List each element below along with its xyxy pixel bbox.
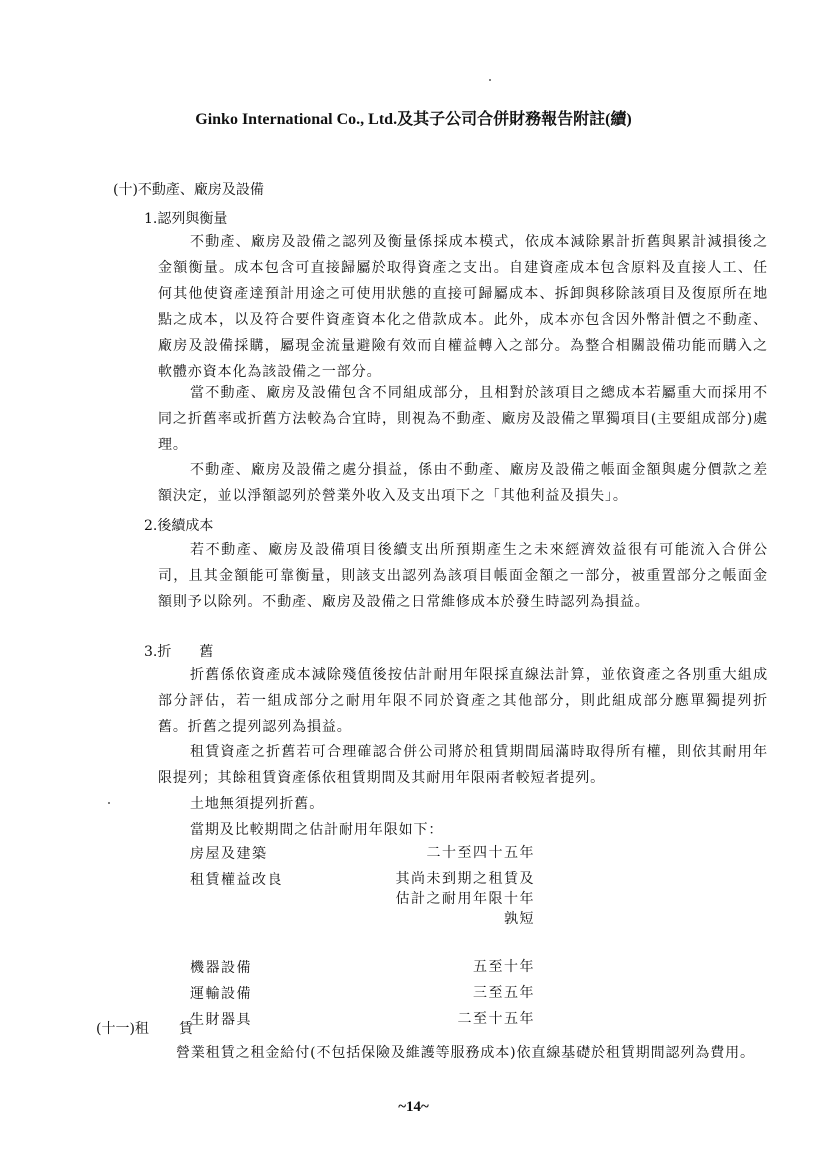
asset-category: 房屋及建築 <box>190 846 268 862</box>
section-11-heading <box>96 1018 193 1040</box>
section-11-heading-number: (十一)租 <box>96 1021 149 1037</box>
land-note: 土地無須提列折舊。 <box>190 796 325 812</box>
lease-paragraph: 營業租賃之租金給付(不包括保險及維護等服務成本)依直線基礎於租賃期間認列為費用。 <box>176 1045 755 1061</box>
scan-speck <box>108 802 110 804</box>
recognition-paragraph-1: 不動產、廠房及設備之認列及衡量係採成本模式，依成本減除累計折舊與累計減損後之金額衡量。成本包含可直接歸屬於取得資產之支出。自建資產成本包含原料及直接人工、任何其他使資產達預計用途之可使用狀態的直接可歸屬成本、拆卸與移除該項目及復原所在地點之成本，以及符合要件資產資本化之借款成本。此外，成本亦包含因外幣計價之不動產、廠房及設備採購，屬現金流量避險有效而自權益轉入之部分。為整合相關設備功能而購入之軟體亦資本化為該設備之一部分。 <box>158 234 768 380</box>
useful-life: 二十至四十五年 <box>426 845 535 861</box>
scan-speck <box>489 79 491 81</box>
useful-life: 三至五年 <box>473 985 535 1001</box>
useful-life: 二至十五年 <box>457 1011 535 1027</box>
recognition-paragraph-3: 不動產、廠房及設備之處分損益，係由不動產、廠房及設備之帳面金額與處分價款之差額決定，並以淨額認列於營業外收入及支出項下之「其他利益及損失」。 <box>158 462 768 504</box>
recognition-paragraph-2: 當不動產、廠房及設備包含不同組成部分，且相對於該項目之總成本若屬重大而採用不同之折舊率或折舊方法較為合宜時，則視為不動產、廠房及設備之單獨項目(主要組成部分)處理。 <box>158 385 768 453</box>
page-number: ~14~ <box>398 1099 429 1115</box>
asset-category: 租賃權益改良 <box>190 872 283 888</box>
useful-life-table <box>190 843 535 1035</box>
useful-life-intro: 當期及比較期間之估計耐用年限如下： <box>190 822 444 838</box>
table-row <box>190 869 535 957</box>
useful-life: 其尚未到期之租賃及估計之耐用年限十年孰短 <box>395 871 535 927</box>
table-row <box>190 843 535 869</box>
depreciation-paragraph-1: 折舊係依資產成本減除殘值後按估計耐用年限採直線法計算，並依資產之各別重大組成部分評估，若一組成部分之耐用年限不同於資產之其他部分，則此組成部分應單獨提列折舊。折舊之提列認列為損益。 <box>158 667 768 735</box>
asset-category: 機器設備 <box>190 960 252 976</box>
subsection-3-heading-number: 3.折 <box>144 644 172 660</box>
section-11-heading-char: 賃 <box>178 1021 193 1037</box>
table-row <box>190 1009 535 1035</box>
useful-life: 五至十年 <box>473 959 535 975</box>
asset-category: 運輸設備 <box>190 986 252 1002</box>
subsection-3-heading-char: 舊 <box>199 644 214 660</box>
subsection-1-heading: 1.認列與衡量 <box>144 211 228 227</box>
table-row <box>190 957 535 983</box>
depreciation-paragraph-2: 租賃資產之折舊若可合理確認合併公司將於租賃期間屆滿時取得所有權，則依其耐用年限提列；其餘租賃資產係依租賃期間及其耐用年限兩者較短者提列。 <box>158 744 768 786</box>
subsection-2-heading: 2.後續成本 <box>144 518 214 534</box>
subsection-3-heading <box>144 641 213 663</box>
subsequent-cost-paragraph: 若不動產、廠房及設備項目後續支出所預期產生之未來經濟效益很有可能流入合併公司，且其金額能可靠衡量，則該支出認列為該項目帳面金額之一部分，被重置部分之帳面金額則予以除列。不動產、廠房及設備之日常維修成本於發生時認列為損益。 <box>158 542 768 610</box>
report-title: Ginko International Co., Ltd.及其子公司合併財務報告附註(續) <box>195 111 632 128</box>
table-row <box>190 983 535 1009</box>
section-10-heading: (十)不動產、廠房及設備 <box>113 182 264 198</box>
asset-category: 生財器具 <box>190 1012 252 1028</box>
